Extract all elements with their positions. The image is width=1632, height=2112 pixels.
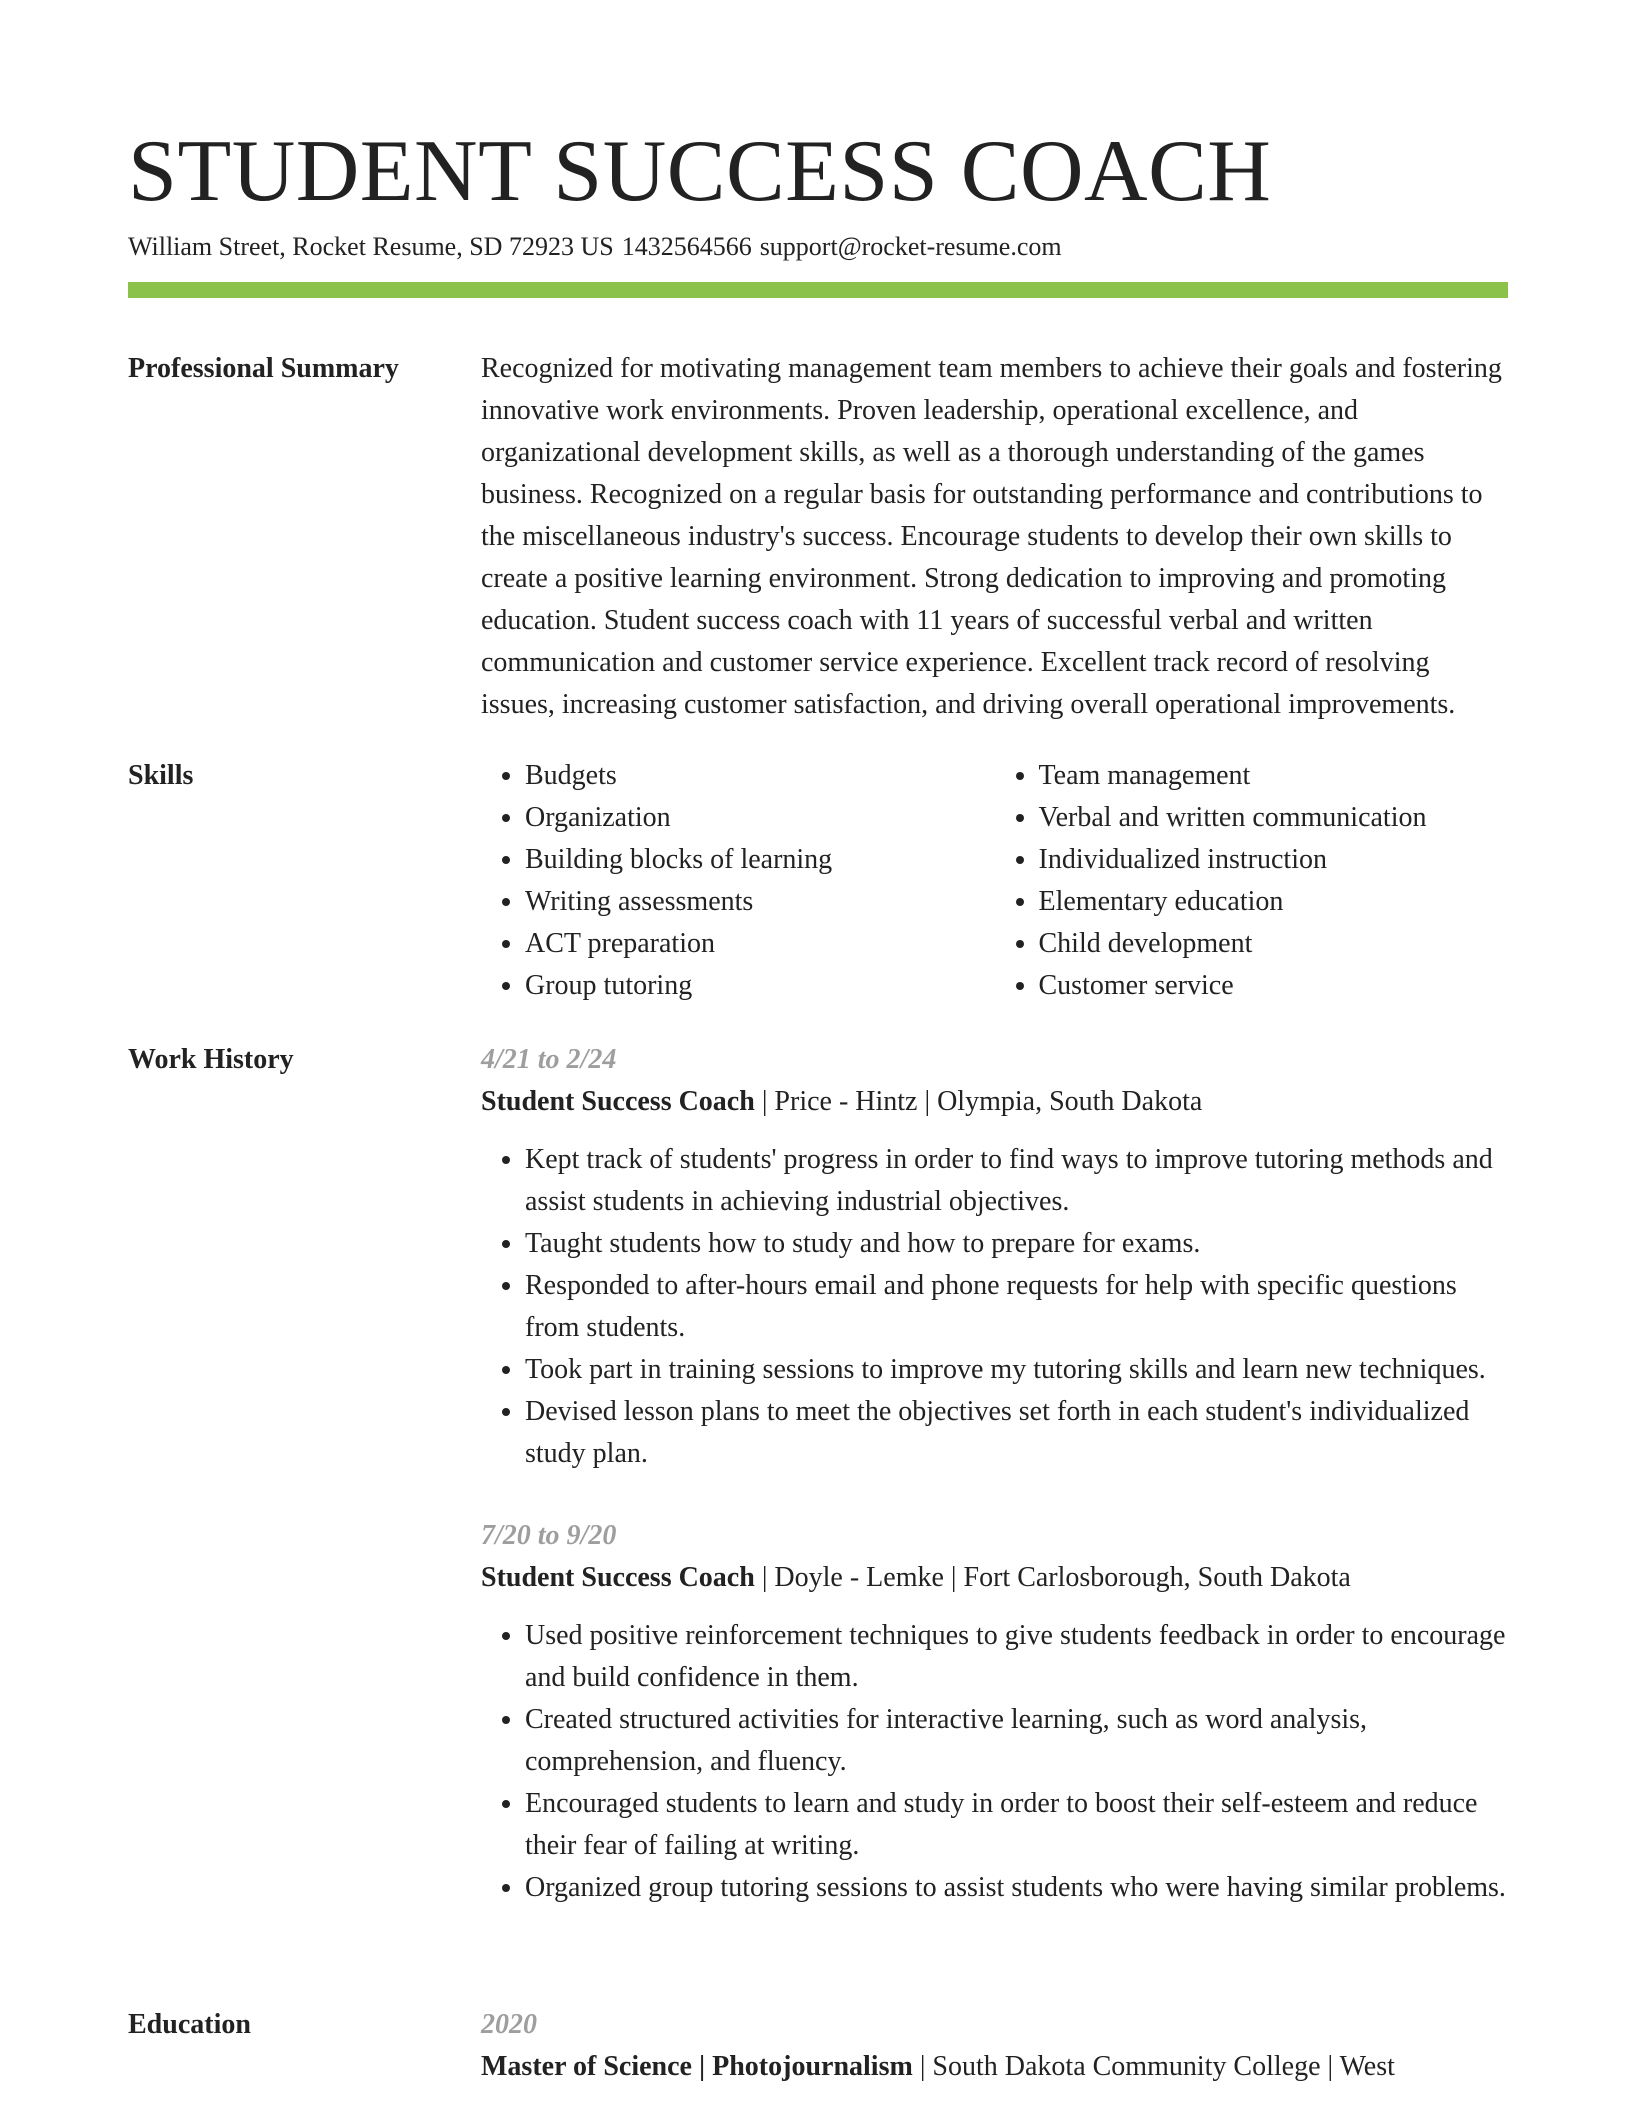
skill-item: • Child development [1039,923,1509,965]
skill-item: • Verbal and written communication [1039,797,1509,839]
skill-item: • Budgets [525,755,995,797]
skill-item: • Individualized instruction [1039,839,1509,881]
skill-item: • Building blocks of learning [525,839,995,881]
skill-item: • Group tutoring [525,965,995,1007]
job-bullet: • Took part in training sessions to improve my tutoring skills and learn new techniques. [525,1349,1508,1391]
education-degree: Master of Science | Photojournalism [481,2051,913,2082]
job-details: | Price - Hintz | Olympia, South Dakota [761,1086,1203,1117]
education-details: | South Dakota Community College | West [919,2051,1395,2082]
summary-body [481,348,1508,726]
skill-item: • Customer service [1039,965,1509,1007]
job-bullet: • Taught students how to study and how to prepare for exams. [525,1223,1508,1265]
job-role: Student Success Coach [481,1562,755,1593]
job-bullet: • Devised lesson plans to meet the objectives set forth in each student's individualized study plan. [525,1391,1508,1475]
skills-body [481,755,1508,1007]
job-entry [481,1515,1508,1909]
work-history-heading: Work History [128,1044,294,1075]
job-bullet: • Organized group tutoring sessions to assist students who were having similar problems. [525,1867,1508,1909]
skills-heading: Skills [128,760,194,791]
header-divider [128,282,1508,298]
skill-item: • Writing assessments [525,881,995,923]
job-date: 7/20 to 9/20 [481,1520,617,1551]
address-text: William Street, Rocket Resume, SD 72923 US [128,232,614,261]
job-bullet: • Responded to after-hours email and phone requests for help with specific questions from students. [525,1265,1508,1349]
resume-page [128,0,1508,2082]
skill-item: • Elementary education [1039,881,1509,923]
skills-list-left [481,755,995,1007]
job-date: 4/21 to 2/24 [481,1044,617,1075]
skill-item: • Team management [1039,755,1509,797]
job-bullet: • Created structured activities for interactive learning, such as word analysis, comprehension, and fluency. [525,1699,1508,1783]
job-heading [481,1557,1508,1599]
email-text: support@rocket-resume.com [759,232,1062,261]
job-bullet: • Kept track of students' progress in order to find ways to improve tutoring methods and assist students in achieving industrial objectives. [525,1139,1508,1223]
resume-title: STUDENT SUCCESS COACH [128,123,1272,220]
job-bullet-list [481,1139,1508,1475]
summary-text: Recognized for motivating management team members to achieve their goals and fostering innovative work environments. Proven leadership, operational excellence, and organizational development skills, as well as a thorough understanding of the games business. Recognized on a regular basis for outstanding performance and contributions to the miscellaneous industry's success. Encourage students to develop their own skills to create a positive learning environment. Strong dedication to improving and promoting education. Student success coach with 11 years of successful verbal and written communication and customer service experience. Excellent track record of resolving issues, increasing customer satisfaction, and driving overall operational improvements. [481,353,1502,720]
skill-item: • ACT preparation [525,923,995,965]
job-role: Student Success Coach [481,1086,755,1117]
job-details: | Doyle - Lemke | Fort Carlosborough, South Dakota [761,1562,1351,1593]
job-bullet: • Used positive reinforcement techniques to give students feedback in order to encourage and build confidence in them. [525,1615,1508,1699]
phone-text: 1432564566 [621,232,752,261]
job-bullet: • Encouraged students to learn and study in order to boost their self-esteem and reduce their fear of failing at writing. [525,1783,1508,1867]
education-date: 2020 [481,2009,537,2040]
contact-line [128,230,1508,264]
job-entry [481,1039,1508,1475]
job-heading [481,1081,1508,1123]
work-history-body [481,1039,1508,1909]
skills-list-right [995,755,1509,1007]
education-body [481,2004,1508,2088]
job-bullet-list [481,1615,1508,1909]
skill-item: • Organization [525,797,995,839]
education-heading-line [481,2046,1508,2088]
education-heading: Education [128,2009,251,2040]
summary-heading: Professional Summary [128,353,399,384]
